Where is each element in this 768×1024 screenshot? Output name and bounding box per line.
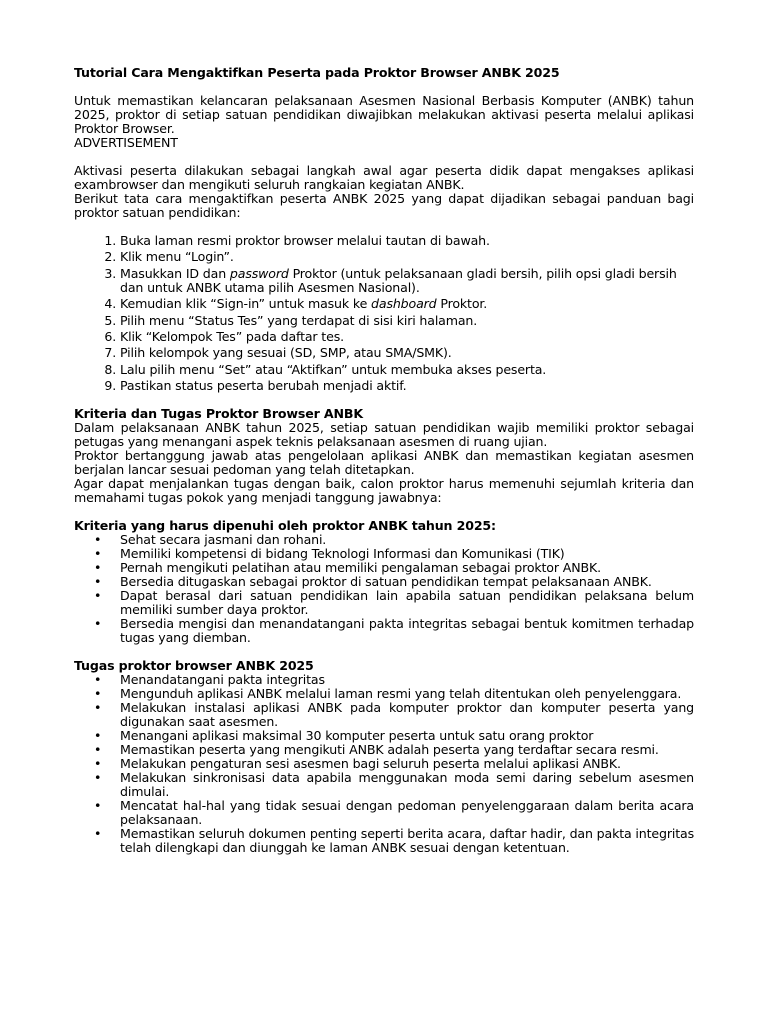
step-item: 7. Pilih kelompok yang sesuai (SD, SMP, atau SMA/SMK). — [120, 346, 694, 360]
section-paragraph: Dalam pelaksanaan ANBK tahun 2025, setiap satuan pendidikan wajib memiliki proktor sebagai petugas yang menangani aspek teknis pelaksanaan asesmen di ruang ujian. — [74, 420, 694, 450]
advertisement-label: ADVERTISEMENT — [74, 135, 178, 150]
step-item: 6. Klik “Kelompok Tes” pada daftar tes. — [120, 330, 694, 344]
criteria-list — [74, 533, 694, 645]
step-text: Kemudian klik “Sign-in” untuk masuk ke — [120, 296, 372, 312]
duty-item: • Melakukan instalasi aplikasi ANBK pada komputer proktor dan komputer peserta yang digunakan saat asesmen. — [120, 701, 694, 729]
step-item: 8. Lalu pilih menu “Set” atau “Aktifkan” untuk membuka akses peserta. — [120, 363, 694, 377]
criteria-item: • Memiliki kompetensi di bidang Teknologi Informasi dan Komunikasi (TIK) — [120, 547, 694, 561]
step-item — [120, 297, 694, 311]
duties-list — [74, 673, 694, 855]
criteria-item: • Sehat secara jasmani dan rohani. — [120, 533, 694, 547]
duty-item: • Mencatat hal-hal yang tidak sesuai dengan pedoman penyelenggaraan dalam berita acara pelaksanaan. — [120, 799, 694, 827]
criteria-item: • Dapat berasal dari satuan pendidikan lain apabila satuan pendidikan pelaksana belum memiliki sumber daya proktor. — [120, 589, 694, 617]
duty-item: • Menangani aplikasi maksimal 30 komputer peserta untuk satu orang proktor — [120, 729, 694, 743]
duty-item: • Mengunduh aplikasi ANBK melalui laman resmi yang telah ditentukan oleh penyelenggara. — [120, 687, 694, 701]
step-text: Proktor. — [436, 296, 488, 312]
duty-item: • Melakukan pengaturan sesi asesmen bagi seluruh peserta melalui aplikasi ANBK. — [120, 757, 694, 771]
step-item — [120, 267, 694, 295]
steps-intro-paragraph: Berikut tata cara mengaktifkan peserta ANBK 2025 yang dapat dijadikan sebagai panduan bagi proktor satuan pendidikan: — [74, 191, 694, 220]
duties-heading: Tugas proktor browser ANBK 2025 — [74, 658, 314, 674]
section-paragraph: Agar dapat menjalankan tugas dengan baik, calon proktor harus memenuhi sejumlah kriteria dan memahami tugas pokok yang menjadi tanggung jawabnya: — [74, 476, 694, 506]
step-text: Masukkan ID dan — [120, 265, 230, 281]
section-paragraph: Proktor bertanggung jawab atas pengelolaan aplikasi ANBK dan memastikan kegiatan asesmen berjalan lancar sesuai pedoman yang telah ditetapkan. — [74, 448, 694, 478]
step-emphasis: password — [229, 265, 289, 281]
duty-item: • Memastikan peserta yang mengikuti ANBK adalah peserta yang terdaftar secara resmi. — [120, 743, 694, 757]
duty-item: • Memastikan seluruh dokumen penting seperti berita acara, daftar hadir, dan pakta integritas telah dilengkapi dan diunggah ke laman ANBK sesuai dengan ketentuan. — [120, 827, 694, 855]
step-item: 1. Buka laman resmi proktor browser melalui tautan di bawah. — [120, 234, 694, 248]
section-heading: Kriteria dan Tugas Proktor Browser ANBK — [74, 406, 363, 422]
step-item: 5. Pilih menu “Status Tes” yang terdapat di sisi kiri halaman. — [120, 314, 694, 328]
intro-paragraph: Untuk memastikan kelancaran pelaksanaan Asesmen Nasional Berbasis Komputer (ANBK) tahun 2025, proktor di setiap satuan pendidikan diwajibkan melakukan aktivasi peserta melalui aplikasi Proktor Browser. — [74, 93, 694, 136]
activation-paragraph: Aktivasi peserta dilakukan sebagai langkah awal agar peserta didik dapat mengakses aplikasi exambrowser dan mengikuti seluruh rangkaian kegiatan ANBK. — [74, 163, 694, 192]
document-title: Tutorial Cara Mengaktifkan Peserta pada Proktor Browser ANBK 2025 — [74, 65, 560, 80]
step-emphasis: dashboard — [371, 296, 437, 312]
duty-item: • Menandatangani pakta integritas — [120, 673, 694, 687]
criteria-heading: Kriteria yang harus dipenuhi oleh proktor ANBK tahun 2025: — [74, 518, 496, 534]
criteria-item: • Pernah mengikuti pelatihan atau memiliki pengalaman sebagai proktor ANBK. — [120, 561, 694, 575]
document-page — [74, 66, 694, 869]
step-text: Proktor (untuk pelaksanaan gladi bersih, pilih opsi gladi bersih dan untuk ANBK utama pilih Asesmen Nasional). — [120, 265, 677, 295]
criteria-item: • Bersedia ditugaskan sebagai proktor di satuan pendidikan tempat pelaksanaan ANBK. — [120, 575, 694, 589]
duty-item: • Melakukan sinkronisasi data apabila menggunakan moda semi daring sebelum asesmen dimulai. — [120, 771, 694, 799]
criteria-item: • Bersedia mengisi dan menandatangani pakta integritas sebagai bentuk komitmen terhadap tugas yang diemban. — [120, 617, 694, 645]
activation-steps-list — [74, 234, 694, 393]
step-item: 9. Pastikan status peserta berubah menjadi aktif. — [120, 379, 694, 393]
step-item: 2. Klik menu “Login”. — [120, 250, 694, 264]
